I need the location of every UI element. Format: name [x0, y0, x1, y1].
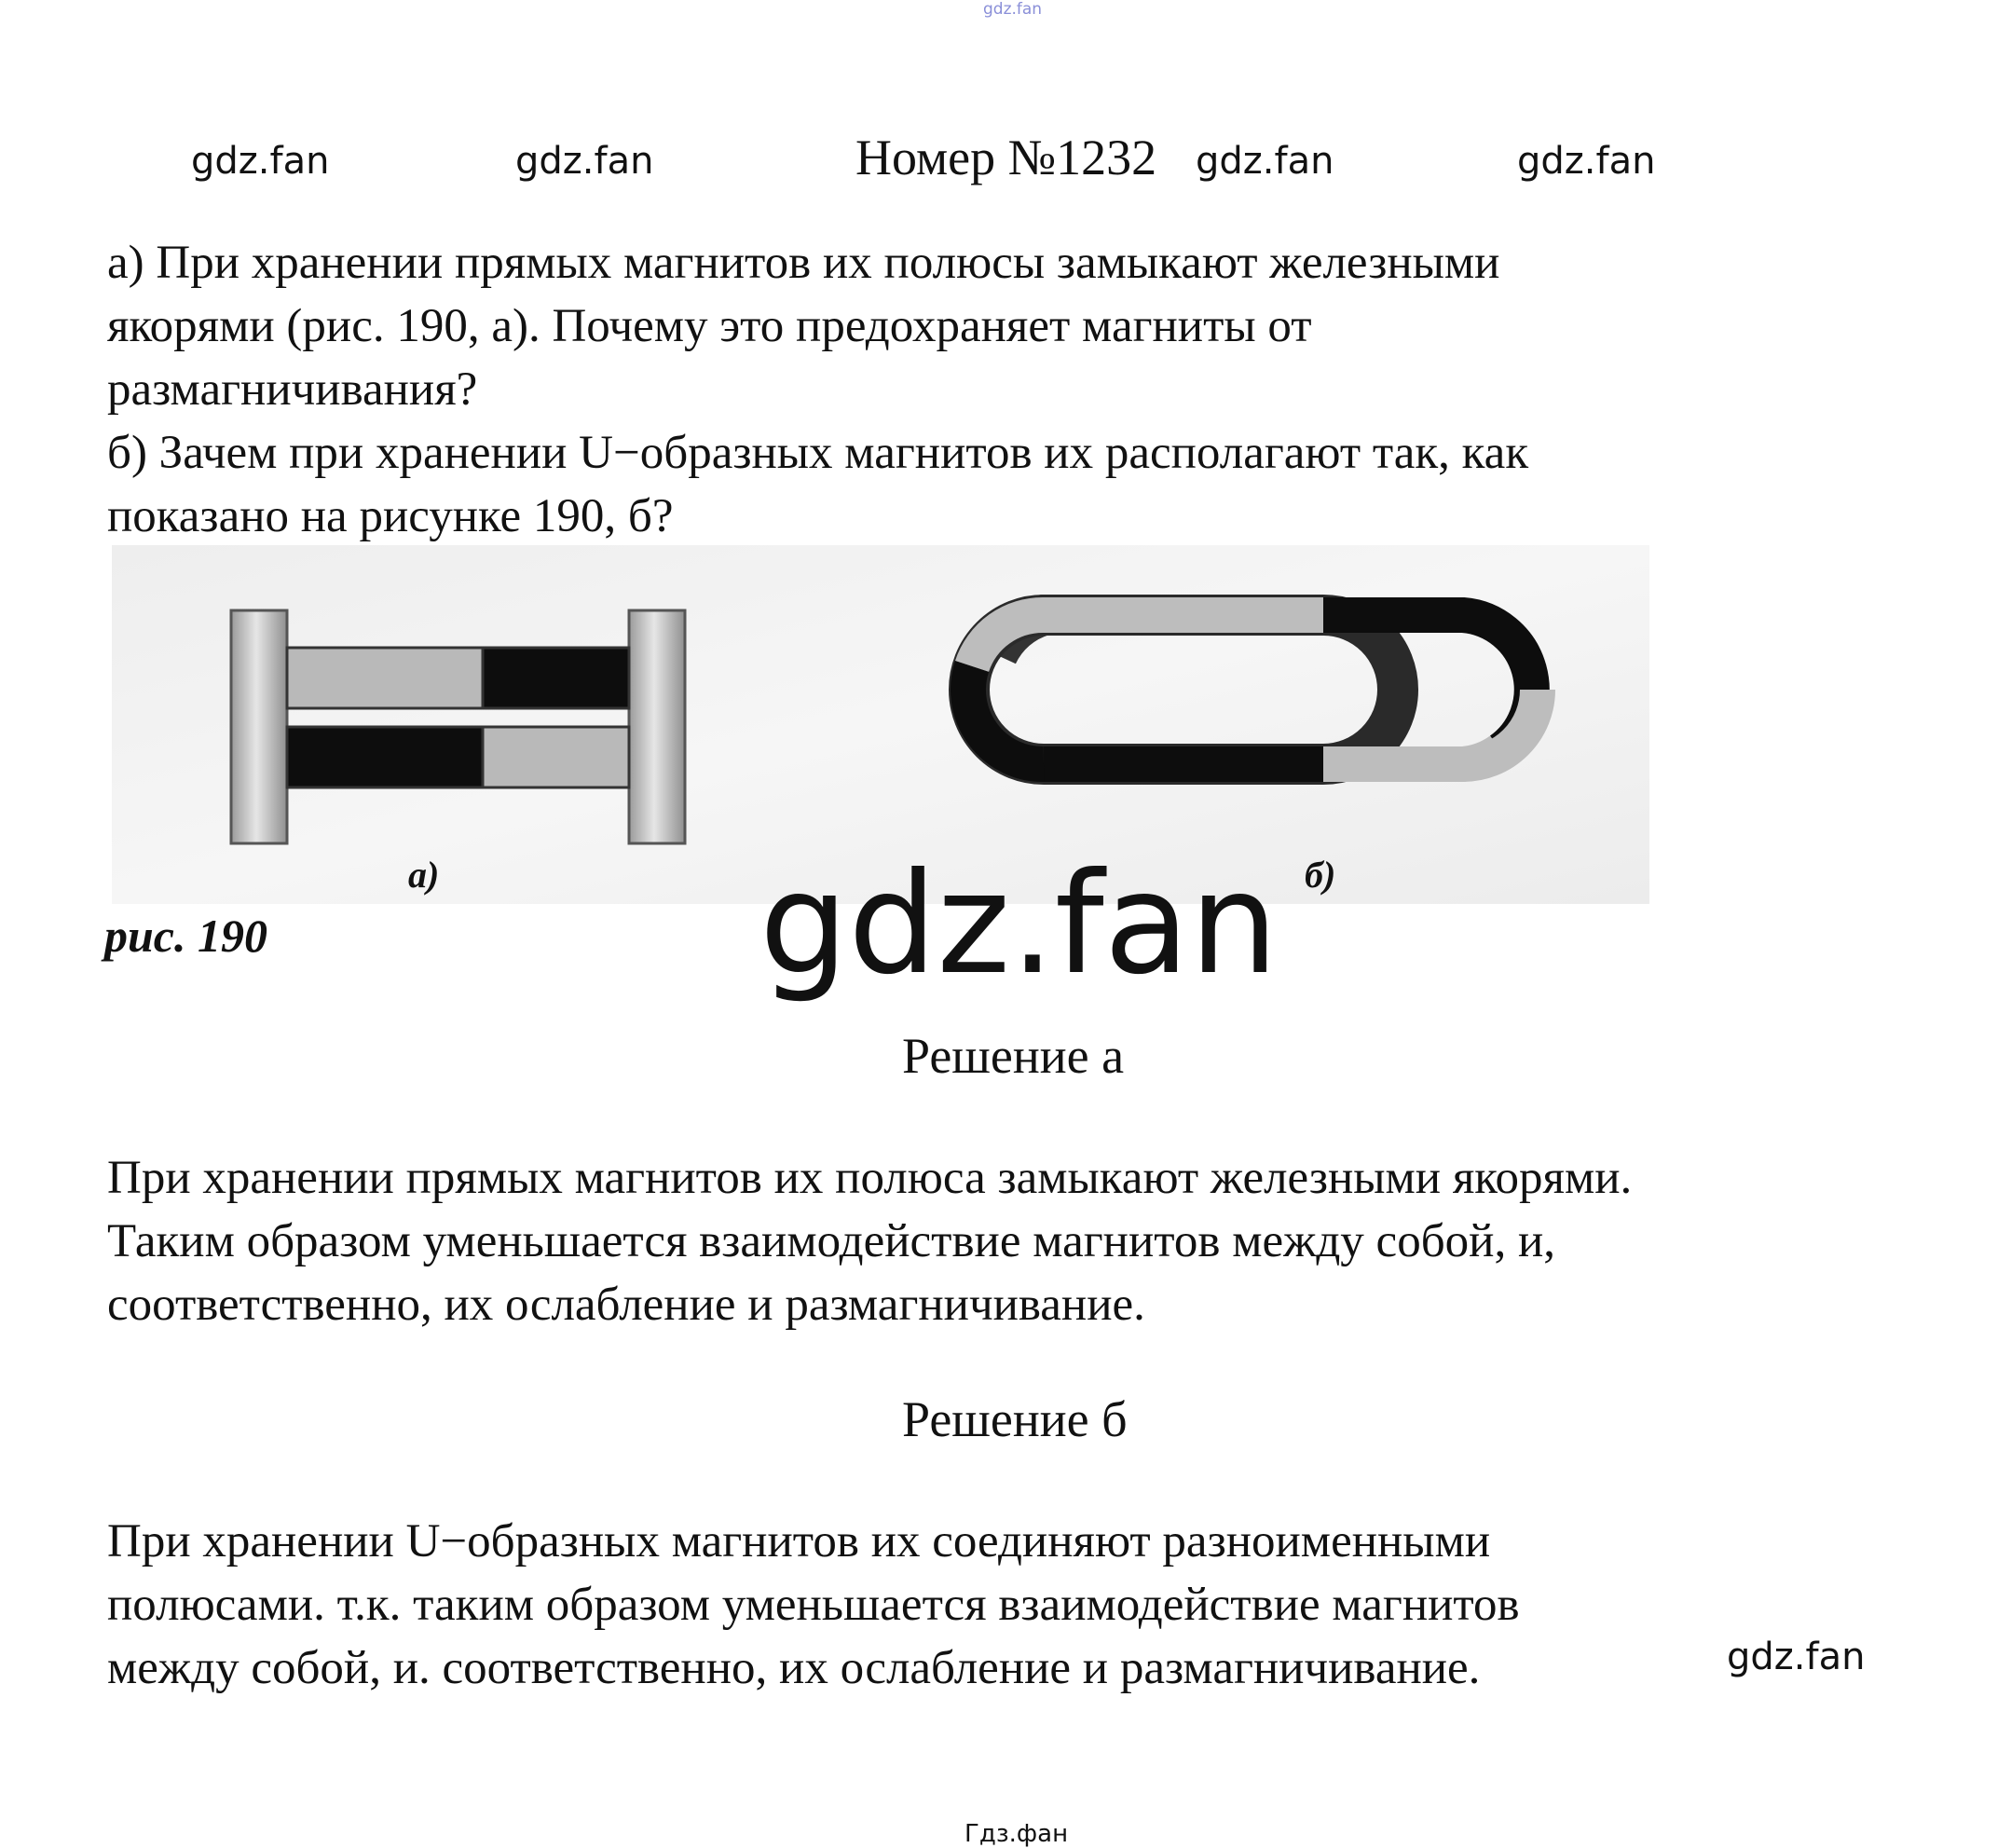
question-line: размагничивания?: [107, 363, 478, 416]
watermark-row-1: gdz.fan: [191, 140, 330, 183]
question-line: а) При хранении прямых магнитов их полюсы замыкают железными: [107, 237, 1500, 289]
watermark-end: gdz.fan: [1727, 1636, 1866, 1678]
solution-a-line: Таким образом уменьшается взаимодействие магнитов между собой, и,: [107, 1215, 1555, 1267]
iron-anchor-left: [231, 610, 287, 843]
figure-label-b: б): [1305, 854, 1336, 896]
solution-b-heading: Решение б: [902, 1391, 1128, 1447]
magnet-top-light-pole: [287, 648, 483, 708]
solution-b-line: При хранении U−образных магнитов их соединяют разноименными: [107, 1515, 1491, 1567]
solution-b-line: между собой, и. соответственно, их ослабление и размагничивание.: [107, 1642, 1481, 1694]
magnet-bottom-light-pole: [483, 727, 629, 787]
page-title: Номер №1232: [855, 130, 1157, 185]
solution-a-text: [107, 1146, 1632, 1336]
watermark-row-2: gdz.fan: [515, 140, 654, 183]
watermark-row-3: gdz.fan: [1196, 140, 1334, 183]
magnet-top-dark-pole: [483, 648, 629, 708]
solution-a-line: При хранении прямых магнитов их полюса замыкают железными якорями.: [107, 1152, 1633, 1204]
solution-b-line: полюсами. т.к. таким образом уменьшается взаимодействие магнитов: [107, 1579, 1520, 1631]
figure-caption: рис. 190: [104, 910, 267, 962]
iron-anchor-right: [629, 610, 685, 843]
question-line: якорями (рис. 190, а). Почему это предохраняет магниты от: [107, 300, 1312, 352]
question-text: [107, 231, 1528, 548]
solution-b-text: [107, 1510, 1520, 1700]
watermark-big: gdz.fan: [759, 843, 1279, 1006]
watermark-bottom: Гдз.фан: [964, 1820, 1069, 1848]
figure-label-a: а): [408, 854, 440, 896]
question-line: показано на рисунке 190, б?: [107, 490, 674, 542]
watermark-row-4: gdz.fan: [1517, 140, 1656, 183]
magnet-bottom-dark-pole: [287, 727, 483, 787]
watermark-top: gdz.fan: [983, 0, 1043, 19]
question-line: б) Зачем при хранении U−образных магнитов их располагают так, как: [107, 427, 1529, 479]
solution-a-line: соответственно, их ослабление и размагничивание.: [107, 1279, 1145, 1331]
solution-a-heading: Решение а: [902, 1028, 1125, 1084]
